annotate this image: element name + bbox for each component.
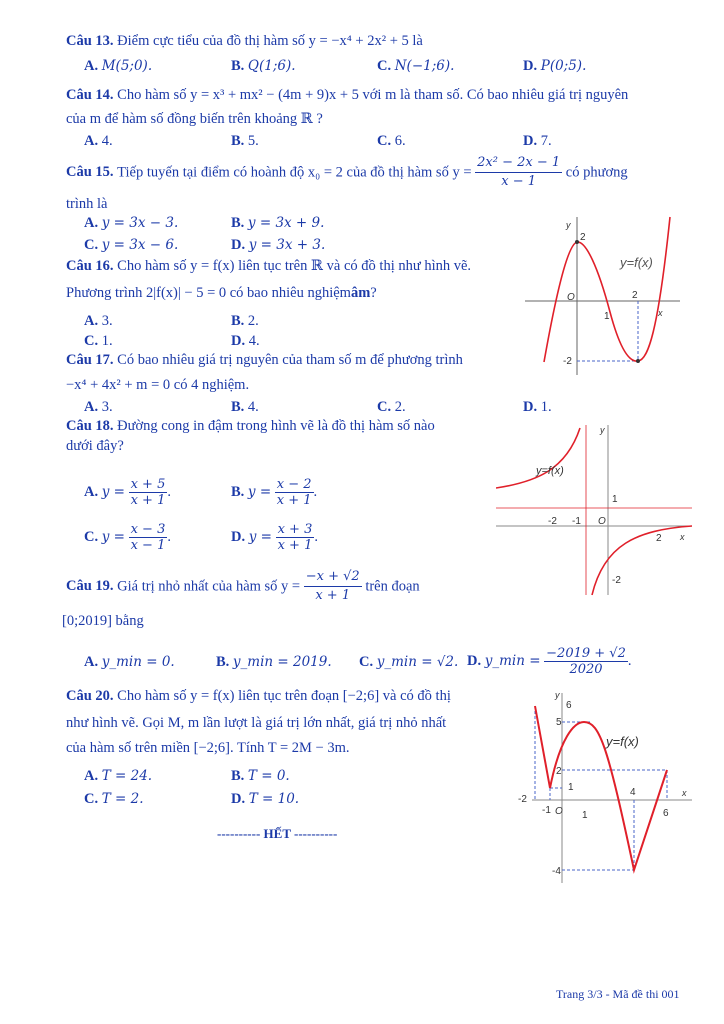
q15-option-a[interactable]: A. y = 3x − 3. (84, 215, 179, 231)
label-xm1: -1 (572, 516, 581, 527)
q14-option-a[interactable]: A. 4. (84, 133, 113, 149)
q15-fraction: $\frac{\text{2x² − 2x − 1}}{x - 1}$ (477, 155, 561, 189)
q16-label: Câu 16. (66, 258, 114, 274)
q18-stem-line2: dưới đây? (66, 438, 124, 454)
q16-option-d[interactable]: D. 4. (231, 333, 260, 349)
label-x4: 4 (630, 787, 636, 798)
q19-stem-line2: [0;2019] bằng (62, 613, 144, 629)
label-x2: 2 (632, 290, 638, 301)
label-func: y=f(x) (620, 255, 653, 270)
curve-left-branch (496, 428, 580, 488)
q19-option-d[interactable]: D. y_min = $\frac{-2019 + √2}{2020}$ . (467, 646, 632, 677)
q18-label: Câu 18. (66, 418, 114, 434)
q13-option-c[interactable]: C. N(−1;6). (377, 58, 455, 74)
q13-option-d[interactable]: D. P(0;5). (523, 58, 587, 74)
label-xm2: -2 (518, 794, 527, 805)
q15-stem-line2: trình là (66, 196, 108, 212)
q14-option-d[interactable]: D. 7. (523, 133, 552, 149)
q13-text: Điểm cực tiểu của đồ thị hàm số y = −x⁴ + 2x² + 5 là (117, 33, 423, 49)
q19-stem-line1: Câu 19. Giá trị nhỏ nhất của hàm số y = $\frac{-x + √2}{x + 1}$ trên đoạn (66, 569, 420, 603)
q16-graph (520, 212, 680, 377)
label-x: x (680, 532, 685, 542)
label-xm2: -2 (548, 516, 557, 527)
q18-option-a[interactable]: A. y = $\frac{x + 5}{x + 1}$ . (84, 477, 171, 508)
label-ym2: -2 (612, 575, 621, 586)
label-y1: 1 (612, 494, 618, 505)
q20-option-b[interactable]: B. T = 0. (231, 768, 290, 784)
q17-option-b[interactable]: B. 4. (231, 399, 259, 415)
q13-label: Câu 13. (66, 33, 114, 49)
label-x: x (658, 308, 663, 318)
label-y-bottom: -2 (563, 356, 572, 367)
label-y: y (600, 425, 605, 435)
q20-stem-line2: như hình vẽ. Gọi M, m lần lượt là giá trị lớn nhất, giá trị nhỏ nhất (66, 715, 447, 731)
curve-f (544, 217, 670, 362)
q14-option-b[interactable]: B. 5. (231, 133, 259, 149)
label-func: y=f(x) (536, 465, 564, 477)
q16-option-c[interactable]: C. 1. (84, 333, 113, 349)
q18-option-b[interactable]: B. y = $\frac{x - 2}{x + 1}$ . (231, 477, 318, 508)
q16-option-a[interactable]: A. 3. (84, 313, 113, 329)
label-x2: 2 (656, 533, 662, 544)
q17-option-c[interactable]: C. 2. (377, 399, 406, 415)
q15-stem-line1: Câu 15. Tiếp tuyến tại điểm có hoành độ x₀ = 2 của đồ thị hàm số y = $\frac{\text{2x² − 2x − 1}}{x - 1}$ có phương (66, 155, 628, 189)
q14-label: Câu 14. (66, 87, 114, 103)
q16-stem-line1: Câu 16. Cho hàm số y = f(x) liên tục trên ℝ và có đồ thị như hình vẽ. (66, 258, 472, 274)
q13-option-a[interactable]: A. M(5;0). (84, 58, 153, 74)
label-origin: O (567, 292, 575, 303)
q15-option-b[interactable]: B. y = 3x + 9. (231, 215, 325, 231)
label-y: y (555, 690, 560, 700)
q17-option-d[interactable]: D. 1. (523, 399, 552, 415)
q18-stem-line1: Câu 18. Đường cong in đậm trong hình vẽ là đồ thị hàm số nào (66, 418, 435, 434)
label-y-top: 2 (580, 232, 586, 243)
q19-option-a[interactable]: A. y_min = 0. (84, 654, 175, 670)
label-y6: 6 (566, 700, 572, 711)
q15-option-c[interactable]: C. y = 3x − 6. (84, 237, 179, 253)
q17-label: Câu 17. (66, 352, 114, 368)
label-xm1: -1 (542, 805, 551, 816)
q13-option-b[interactable]: B. Q(1;6). (231, 58, 296, 74)
q15-option-d[interactable]: D. y = 3x + 3. (231, 237, 326, 253)
q20-graph (512, 688, 692, 884)
q14-stem-line2: của m để hàm số đồng biến trên khoảng ℝ ? (66, 111, 323, 127)
page-footer: Trang 3/3 - Mã đề thi 001 (556, 987, 680, 1001)
q16-option-b[interactable]: B. 2. (231, 313, 259, 329)
label-origin: O (598, 516, 606, 527)
q17-stem-line1: Câu 17. Có bao nhiêu giá trị nguyên của tham số m để phương trình (66, 352, 463, 368)
curve-f (535, 706, 667, 870)
q13-stem (66, 33, 423, 50)
q18-option-d[interactable]: D. y = $\frac{x + 3}{x + 1}$ . (231, 522, 318, 553)
q20-stem-line3: của hàm số trên miền [−2;6]. Tính T = 2M − 3m. (66, 740, 350, 756)
q19-option-c[interactable]: C. y_min = √2. (359, 654, 459, 670)
label-y: y (566, 220, 571, 230)
q19-option-b[interactable]: B. y_min = 2019. (216, 654, 332, 670)
q17-option-a[interactable]: A. 3. (84, 399, 113, 415)
label-x1: 1 (582, 810, 588, 821)
q20-option-a[interactable]: A. T = 24. (84, 768, 153, 784)
label-ym4: -4 (552, 866, 561, 877)
q20-stem-line1: Câu 20. Cho hàm số y = f(x) liên tục trên đoạn [−2;6] và có đồ thị (66, 688, 451, 704)
label-func: y=f(x) (606, 734, 639, 749)
q18-option-c[interactable]: C. y = $\frac{x - 3}{x - 1}$ . (84, 522, 171, 553)
label-origin: O (555, 806, 563, 817)
q15-label: Câu 15. (66, 163, 114, 180)
q19-fraction: $\frac{-x + √2}{x + 1}$ (305, 569, 360, 603)
q19-label: Câu 19. (66, 577, 114, 594)
point-max (575, 240, 579, 244)
label-x: x (682, 788, 687, 798)
point-min (636, 359, 640, 363)
q20-option-d[interactable]: D. T = 10. (231, 791, 300, 807)
q20-label: Câu 20. (66, 688, 114, 704)
q14-stem-line1: Câu 14. Cho hàm số y = x³ + mx² − (4m + 9)x + 5 với m là tham số. Có bao nhiêu giá trị nguyên (66, 87, 629, 103)
curve-right-branch (592, 526, 692, 595)
q14-option-c[interactable]: C. 6. (377, 133, 406, 149)
q16-stem-line2: Phương trình 2|f(x)| − 5 = 0 có bao nhiêu nghiệmâm? (66, 285, 377, 301)
q18-graph (496, 420, 692, 596)
q20-option-c[interactable]: C. T = 2. (84, 791, 144, 807)
q17-stem-line2: −x⁴ + 4x² + m = 0 có 4 nghiệm. (66, 377, 250, 393)
label-y1: 1 (568, 782, 574, 793)
label-x6: 6 (663, 808, 669, 819)
label-y5: 5 (556, 717, 562, 728)
end-marker: ---------- HẾT ---------- (217, 826, 338, 841)
label-x1: 1 (604, 311, 610, 322)
label-y2: 2 (556, 766, 562, 777)
